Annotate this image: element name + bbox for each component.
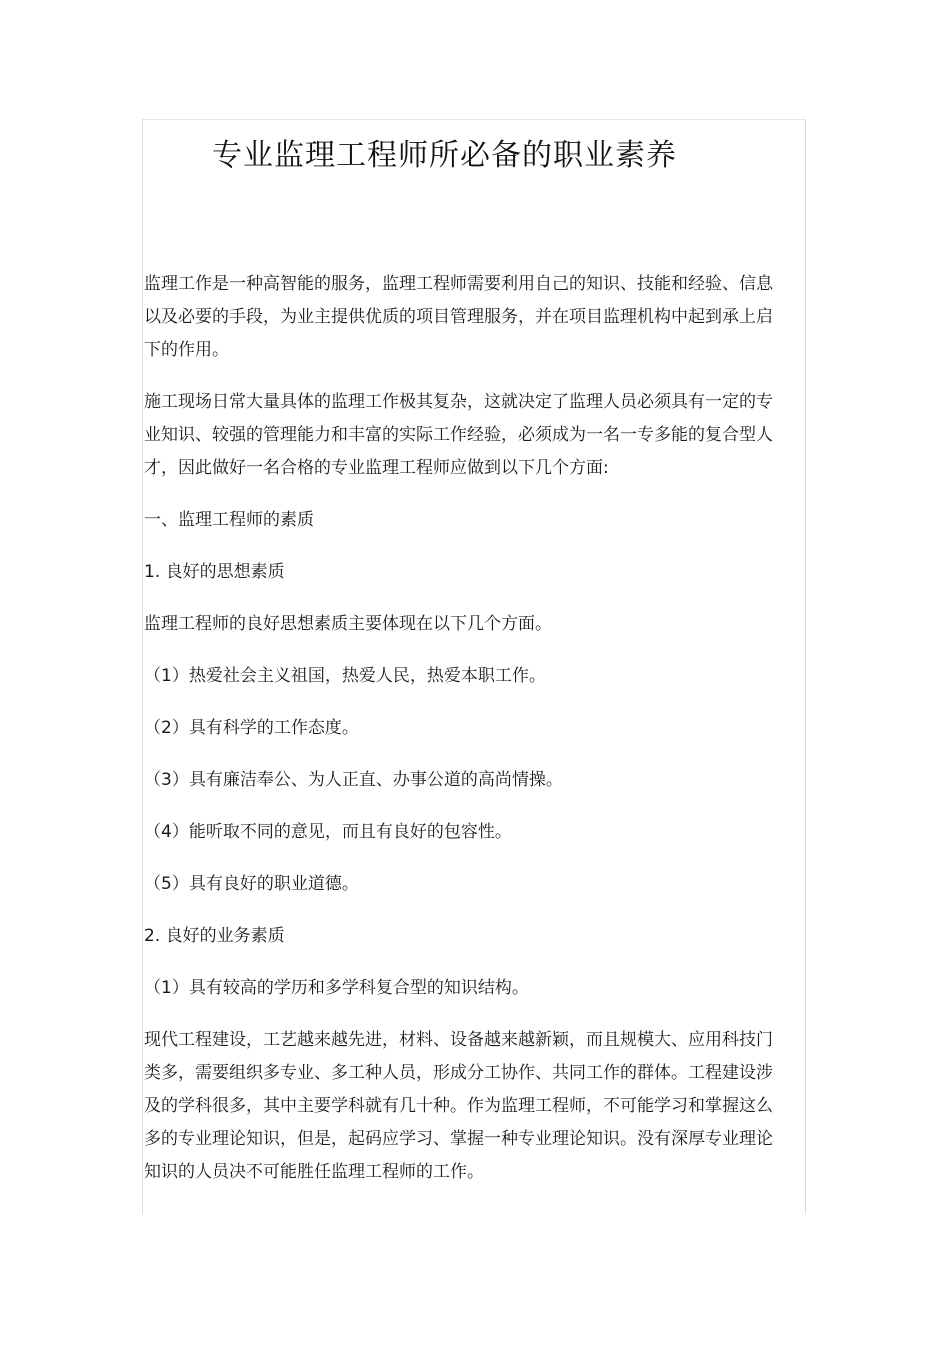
list-item: （5）具有良好的职业道德。 <box>144 874 359 894</box>
document-title: 专业监理工程师所必备的职业素养 <box>212 138 677 173</box>
subsection-heading-business: 2. 良好的业务素质 <box>144 926 285 946</box>
context-paragraph: 施工现场日常大量具体的监理工作极其复杂，这就决定了监理人员必须具有一定的专业知识、较强的管理能力和丰富的实际工作经验，必须成为一名一专多能的复合型人才，因此做好一名合格的专业监理工程师应做到以下几个方面: <box>144 392 773 478</box>
business-paragraph: 现代工程建设，工艺越来越先进，材料、设备越来越新颖，而且规模大、应用科技门类多，需要组织多专业、多工种人员，形成分工协作、共同工作的群体。工程建设涉及的学科很多，其中主要学科就有几十种。作为监理工程师，不可能学习和掌握这么多的专业理论知识，但是，起码应学习、掌握一种专业理论知识。没有深厚专业理论知识的人员决不可能胜任监理工程师的工作。 <box>144 1030 773 1182</box>
list-item: （1）具有较高的学历和多学科复合型的知识结构。 <box>144 978 529 998</box>
section-heading: 一、监理工程师的素质 <box>144 510 314 530</box>
list-item: （1）热爱社会主义祖国，热爱人民，热爱本职工作。 <box>144 666 546 686</box>
document-body <box>144 268 774 1208</box>
list-item: （4）能听取不同的意见，而且有良好的包容性。 <box>144 822 512 842</box>
list-item: （2）具有科学的工作态度。 <box>144 718 359 738</box>
subsection-heading-thought: 1. 良好的思想素质 <box>144 562 285 582</box>
subsection-lead: 监理工程师的良好思想素质主要体现在以下几个方面。 <box>144 614 552 634</box>
intro-paragraph: 监理工作是一种高智能的服务，监理工程师需要利用自己的知识、技能和经验、信息以及必要的手段，为业主提供优质的项目管理服务，并在项目监理机构中起到承上启下的作用。 <box>144 274 773 360</box>
list-item: （3）具有廉洁奉公、为人正直、办事公道的高尚情操。 <box>144 770 563 790</box>
